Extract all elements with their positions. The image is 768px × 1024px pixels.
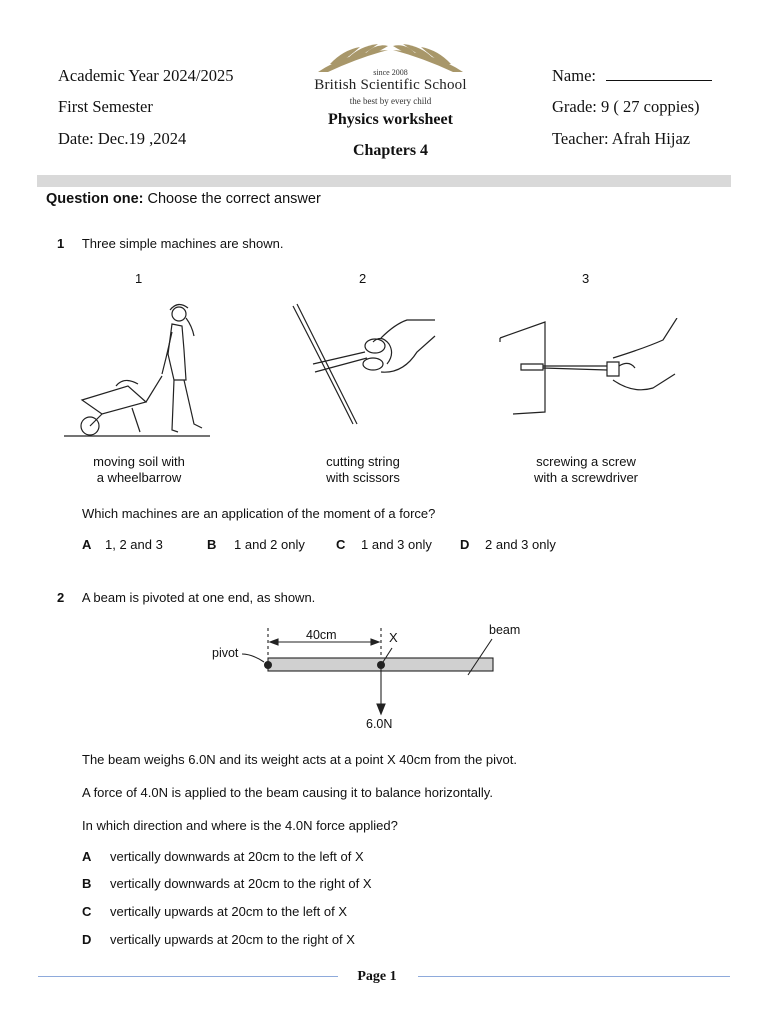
option-text: 1 and 2 only: [234, 537, 305, 552]
fig3-caption-line2: with a screwdriver: [533, 470, 639, 485]
option-text: 2 and 3 only: [485, 537, 556, 552]
option-letter: D: [82, 932, 92, 947]
fig3-number: 3: [582, 271, 590, 286]
option-letter: B: [207, 537, 217, 552]
option-letter: C: [82, 904, 92, 919]
fig2-number: 2: [359, 271, 367, 286]
fig3-caption: [506, 454, 666, 486]
point-x: [377, 661, 385, 669]
name-field: [552, 66, 712, 86]
section-heading: [46, 191, 321, 207]
name-label: Name:: [552, 66, 596, 85]
option-letter: D: [460, 537, 470, 552]
q1-question: Which machines are an application of the moment of a force?: [82, 506, 436, 521]
point-x-label: X: [389, 630, 398, 645]
q2-stem-text: A beam is pivoted at one end, as shown.: [81, 590, 316, 605]
q2-line1: The beam weighs 6.0N and its weight acts at a point X 40cm from the pivot.: [82, 752, 517, 767]
semester: First Semester: [58, 97, 153, 116]
q2-line2: A force of 4.0N is applied to the beam causing it to balance horizontally.: [82, 785, 493, 800]
pivot-point: [264, 661, 272, 669]
option-text: vertically upwards at 20cm to the left of X: [110, 904, 347, 919]
scissors-figure: [285, 298, 445, 428]
q2-option-b[interactable]: [82, 876, 372, 891]
logo-since: since 2008: [373, 68, 408, 77]
q2-stem: [57, 590, 315, 605]
fig2-caption-line2: with scissors: [326, 470, 400, 485]
option-text: vertically upwards at 20cm to the right of X: [110, 932, 355, 947]
section-instruction: Choose the correct answer: [147, 191, 321, 207]
option-letter: A: [82, 537, 92, 552]
name-blank: [606, 67, 712, 81]
section-label: Question one:: [46, 191, 144, 207]
academic-year: Academic Year 2024/2025: [58, 66, 234, 85]
q1-option-b[interactable]: [207, 537, 305, 552]
beam-label: beam: [489, 623, 521, 637]
screwdriver-figure: [495, 318, 680, 418]
q1-stem-text: Three simple machines are shown.: [81, 236, 284, 251]
footer-rule-left: [38, 976, 338, 977]
option-text: vertically downwards at 20cm to the right of X: [110, 876, 372, 891]
teacher: Teacher: Afrah Hijaz: [552, 129, 691, 148]
force-label: 6.0N: [366, 717, 393, 731]
q1-option-a[interactable]: [82, 537, 163, 552]
option-text: 1 and 3 only: [361, 537, 432, 552]
footer-rule-right: [418, 976, 730, 977]
pivot-label: pivot: [212, 646, 239, 660]
grade: Grade: 9 ( 27 coppies): [552, 97, 700, 116]
q1-number: 1: [57, 236, 65, 251]
chapter-title: Chapters 4: [352, 142, 429, 159]
fig1-caption-line1: moving soil with: [93, 454, 185, 469]
option-text: vertically downwards at 20cm to the left of X: [110, 849, 364, 864]
fig2-caption: [283, 454, 443, 486]
q1-stem: [57, 236, 283, 251]
page-number: Page 1: [357, 969, 397, 984]
fig1-number: 1: [135, 271, 143, 286]
q2-option-c[interactable]: [82, 904, 347, 919]
wheelbarrow-figure: [62, 298, 212, 440]
option-letter: B: [82, 876, 92, 891]
distance-label: 40cm: [306, 628, 337, 642]
date: Date: Dec.19 ,2024: [58, 129, 187, 148]
option-letter: A: [82, 849, 92, 864]
q1-option-d[interactable]: [460, 537, 556, 552]
worksheet-title: Physics worksheet: [328, 111, 453, 128]
fig1-caption: [59, 454, 219, 486]
section-divider: [37, 175, 731, 187]
logo-school-name: British Scientific School: [314, 77, 467, 93]
option-text: 1, 2 and 3: [105, 537, 163, 552]
option-letter: C: [336, 537, 346, 552]
q1-option-c[interactable]: [336, 537, 432, 552]
q2-number: 2: [57, 590, 65, 605]
logo-motto: the best by every child: [349, 96, 432, 106]
q2-question: In which direction and where is the 4.0N force applied?: [82, 818, 398, 833]
fig1-caption-line2: a wheelbarrow: [96, 470, 182, 485]
fig2-caption-line1: cutting string: [326, 454, 400, 469]
fig3-caption-line1: screwing a screw: [536, 454, 636, 469]
q2-option-d[interactable]: [82, 932, 355, 947]
q2-option-a[interactable]: [82, 849, 364, 864]
